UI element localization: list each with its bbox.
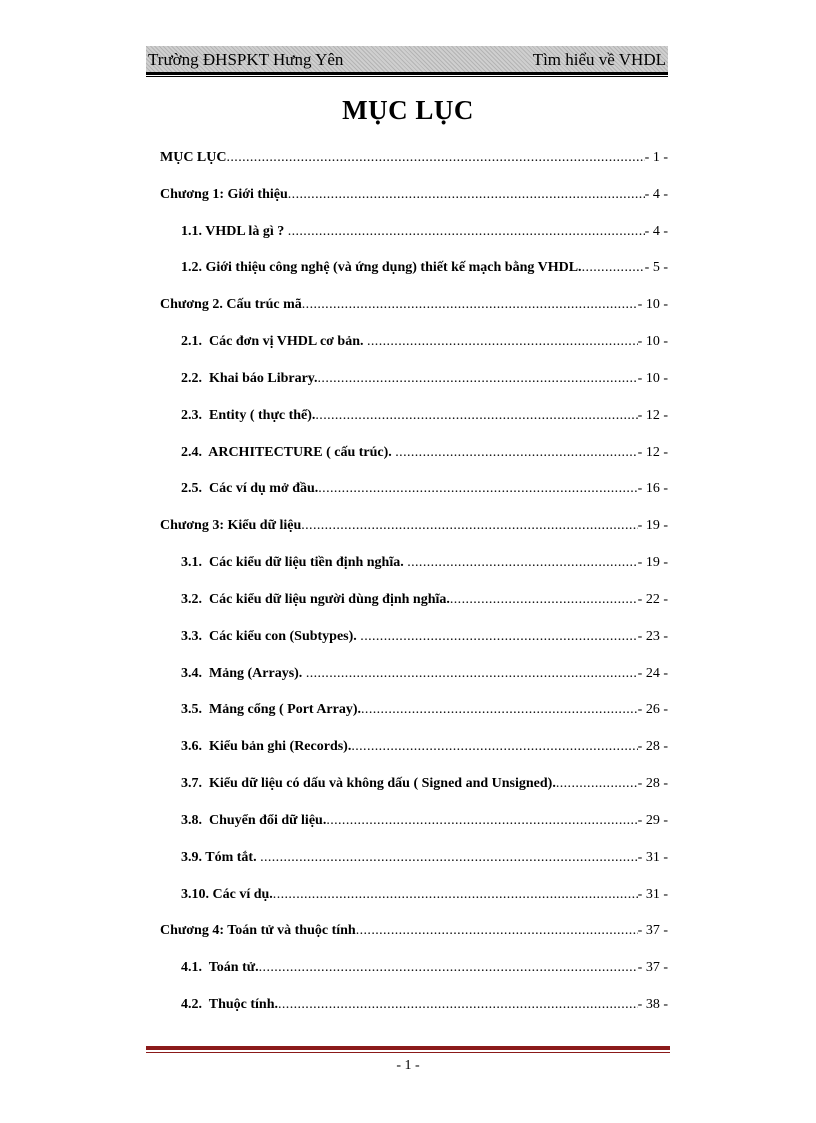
toc-entry-page: - 5 - [644, 260, 668, 276]
toc-entry[interactable] [160, 732, 668, 769]
toc-entry-page: - 28 - [637, 776, 668, 792]
toc-entry[interactable] [160, 585, 668, 622]
toc-entry-label: Chương 2. Cấu trúc mã [160, 297, 302, 313]
toc-entry-page: - 24 - [637, 665, 668, 681]
toc-entry[interactable] [160, 511, 668, 548]
toc-leader-dots [278, 990, 638, 1020]
header-rule-thin [146, 76, 668, 77]
toc-leader-dots [273, 880, 638, 910]
toc-entry[interactable] [160, 990, 668, 1027]
toc-leader-dots [260, 843, 638, 873]
page-number: - 1 - [396, 1058, 420, 1073]
toc-leader-dots [356, 916, 638, 946]
toc-entry-page: - 10 - [637, 297, 668, 313]
toc-entry-label: 2.5. Các ví dụ mở đầu. [181, 481, 319, 497]
toc-entry[interactable] [160, 474, 668, 511]
toc-entry[interactable] [160, 806, 668, 843]
toc-leader-dots [302, 290, 638, 320]
page-header [146, 46, 668, 72]
toc-leader-dots [556, 769, 638, 799]
footer-rule [146, 1046, 670, 1050]
toc-leader-dots [259, 953, 638, 983]
toc-entry[interactable] [160, 769, 668, 806]
page-title: MỤC LỤC [342, 95, 474, 125]
toc-entry[interactable] [160, 364, 668, 401]
toc-entry-page: - 4 - [644, 186, 668, 202]
toc-entry[interactable] [160, 695, 668, 732]
toc-leader-dots [326, 806, 637, 836]
toc-entry[interactable] [160, 548, 668, 585]
table-of-contents [160, 143, 668, 1027]
toc-entry-label: 3.8. Chuyển đổi dữ liệu. [181, 812, 327, 828]
toc-leader-dots [407, 548, 637, 578]
toc-leader-dots [306, 659, 638, 689]
toc-entry-page: - 26 - [637, 702, 668, 718]
toc-entry-label: 4.1. Toán tử. [181, 960, 259, 976]
toc-entry-page: - 19 - [637, 518, 668, 534]
toc-leader-dots [395, 438, 637, 468]
toc-entry-page: - 4 - [644, 223, 668, 239]
toc-entry-page: - 1 - [644, 150, 668, 165]
toc-entry-page: - 12 - [637, 444, 668, 460]
header-school-name: Trường ĐHSPKT Hưng Yên [148, 50, 344, 69]
toc-entry[interactable] [160, 327, 668, 364]
toc-entry-page: - 10 - [637, 334, 668, 350]
toc-leader-dots [582, 253, 645, 283]
toc-entry[interactable] [160, 217, 668, 254]
toc-leader-dots [315, 401, 637, 431]
toc-entry-label: 3.9. Tóm tắt. [181, 849, 261, 865]
toc-entry-label: MỤC LỤC [160, 150, 227, 165]
toc-entry[interactable] [160, 659, 668, 696]
toc-entry-label: 3.3. Các kiểu con (Subtypes). [181, 628, 361, 644]
toc-entry[interactable] [160, 843, 668, 880]
toc-entry-page: - 38 - [637, 997, 668, 1013]
toc-entry-page: - 31 - [637, 849, 668, 865]
toc-entry-page: - 28 - [637, 739, 668, 755]
toc-entry[interactable] [160, 953, 668, 990]
toc-leader-dots [361, 695, 638, 725]
toc-entry[interactable] [160, 180, 668, 217]
toc-entry-label: 1.2. Giới thiệu công nghệ (và ứng dụng) thiết kế mạch bằng VHDL. [181, 260, 582, 276]
toc-entry-page: - 22 - [637, 591, 668, 607]
toc-entry-label: 2.4. ARCHITECTURE ( cấu trúc). [181, 444, 396, 460]
toc-entry[interactable] [160, 253, 668, 290]
toc-entry[interactable] [160, 290, 668, 327]
toc-entry-page: - 12 - [637, 407, 668, 423]
toc-entry-label: 3.7. Kiểu dữ liệu có dấu và không dấu ( Signed and Unsigned). [181, 776, 556, 792]
toc-entry-label: 2.1. Các đơn vị VHDL cơ bản. [181, 334, 367, 350]
toc-entry-label: 1.1. VHDL là gì ? [181, 223, 288, 239]
toc-entry[interactable] [160, 401, 668, 438]
toc-entry-label: 3.6. Kiểu bản ghi (Records). [181, 739, 352, 755]
toc-entry-label: 3.2. Các kiểu dữ liệu người dùng định nghĩa. [181, 591, 450, 607]
toc-entry-label: Chương 4: Toán tử và thuộc tính [160, 923, 356, 939]
toc-leader-dots [288, 217, 645, 247]
toc-entry-page: - 37 - [637, 923, 668, 939]
header-document-title: Tìm hiểu về VHDL [532, 50, 666, 69]
toc-entry[interactable] [160, 880, 668, 917]
toc-leader-dots [318, 474, 637, 504]
toc-entry-page: - 23 - [637, 628, 668, 644]
toc-leader-dots [450, 585, 638, 615]
toc-leader-dots [351, 732, 637, 762]
toc-entry-label: 3.1. Các kiểu dữ liệu tiền định nghĩa. [181, 555, 408, 571]
toc-leader-dots [367, 327, 638, 357]
toc-leader-dots [360, 622, 637, 652]
toc-entry[interactable] [160, 622, 668, 659]
toc-entry-label: Chương 3: Kiểu dữ liệu [160, 518, 302, 534]
toc-leader-dots [227, 143, 645, 173]
toc-entry[interactable] [160, 143, 668, 180]
toc-entry-label: Chương 1: Giới thiệu [160, 186, 288, 202]
toc-entry-page: - 10 - [637, 370, 668, 386]
toc-entry-label: 2.3. Entity ( thực thể). [181, 407, 316, 423]
header-rule [146, 72, 668, 75]
toc-entry-label: 3.10. Các ví dụ. [181, 886, 273, 902]
toc-entry-label: 3.5. Mảng cổng ( Port Array). [181, 702, 362, 718]
toc-entry-page: - 31 - [637, 886, 668, 902]
toc-entry-page: - 19 - [637, 555, 668, 571]
toc-entry-page: - 16 - [637, 481, 668, 497]
toc-entry-page: - 29 - [637, 812, 668, 828]
toc-leader-dots [318, 364, 638, 394]
footer-rule-thin [146, 1052, 670, 1053]
toc-entry[interactable] [160, 916, 668, 953]
toc-entry-label: 4.2. Thuộc tính. [181, 997, 278, 1013]
toc-entry[interactable] [160, 438, 668, 475]
toc-leader-dots [288, 180, 645, 210]
toc-entry-label: 3.4. Mảng (Arrays). [181, 665, 306, 681]
toc-entry-label: 2.2. Khai báo Library. [181, 370, 318, 386]
toc-leader-dots [301, 511, 637, 541]
toc-entry-page: - 37 - [637, 960, 668, 976]
